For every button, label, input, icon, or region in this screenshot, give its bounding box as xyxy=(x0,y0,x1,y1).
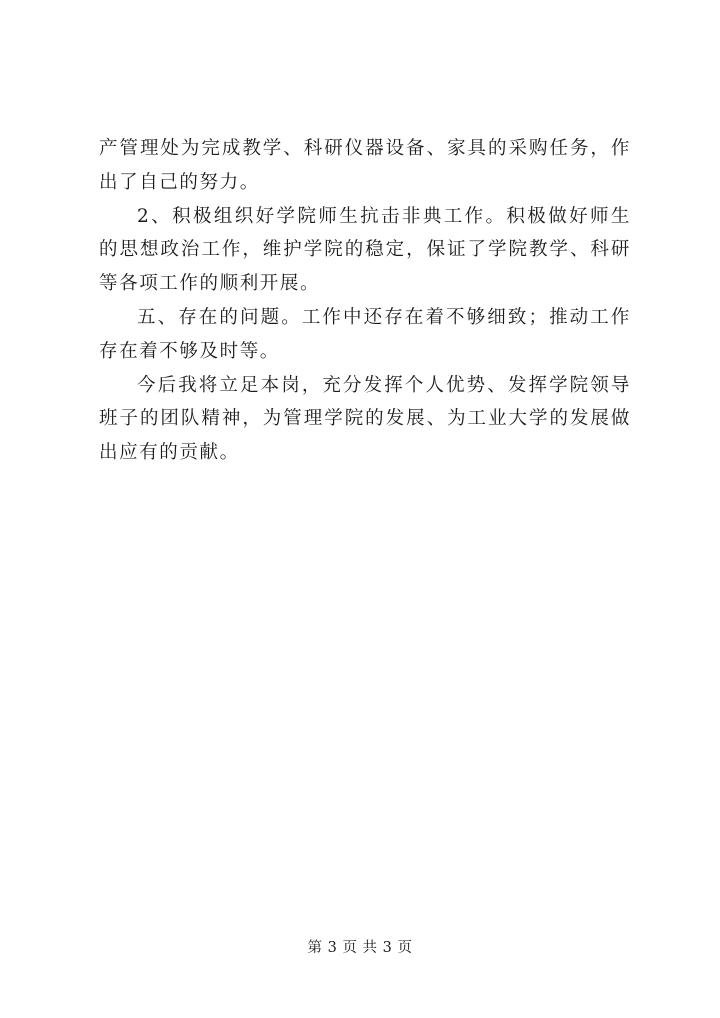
paragraph-4: 今后我将立足本岗，充分发挥个人优势、发挥学院领导班子的团队精神，为管理学院的发展、为工业大学的发展做出应有的贡献。 xyxy=(99,374,631,464)
document-body xyxy=(99,132,631,470)
page-footer: 第 3 页 共 3 页 xyxy=(307,940,413,956)
paragraph-1: 产管理处为完成教学、科研仪器设备、家具的采购任务，作出了自己的努力。 xyxy=(99,138,631,193)
paragraph-3: 五、存在的问题。工作中还存在着不够细致；推动工作存在着不够及时等。 xyxy=(99,306,631,362)
paragraph-2: 2、积极组织好学院师生抗击非典工作。积极做好师生的思想政治工作，维护学院的稳定，保证了学院教学、科研等各项工作的顺利开展。 xyxy=(99,205,631,295)
